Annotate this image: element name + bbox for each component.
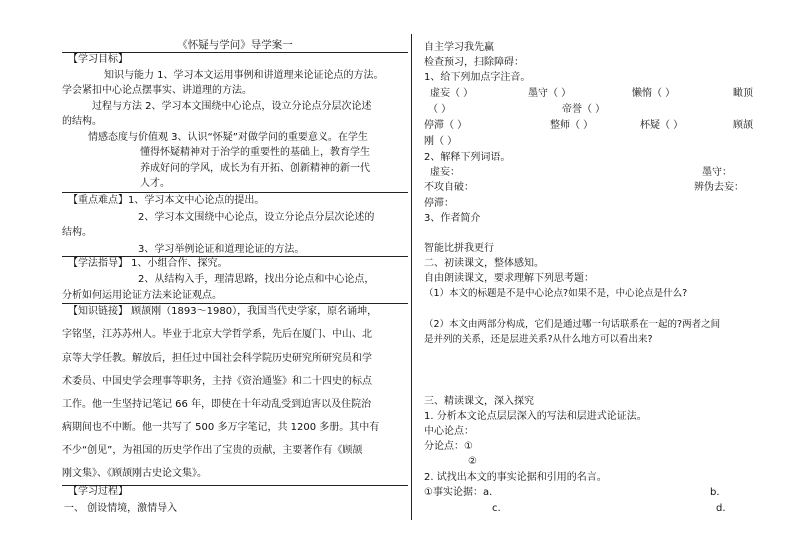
background-line-8: 刚文集》、《顾颉刚古史论文集》。 bbox=[62, 468, 207, 479]
sub-thesis-label: 分论点：① bbox=[424, 441, 473, 452]
process-header: 【学习过程】 bbox=[68, 486, 128, 497]
word-item: 懒惰（ ） bbox=[632, 88, 676, 99]
term-label: 辨伪去妄： bbox=[694, 182, 744, 193]
background-line-7: 不少“创见”，为祖国的历史学作出了宝贵的贡献，主要著作有《顾颉 bbox=[62, 445, 363, 456]
word-item: 帝誉（ ） bbox=[562, 104, 606, 115]
word-item: 杯疑（ ） bbox=[640, 120, 684, 131]
key-points-line-4: 3、学习举例论证和道理论证的方法。 bbox=[138, 244, 305, 255]
analysis-task: 1. 分析本文论点层层深入的写法和层进式论证法。 bbox=[424, 411, 647, 422]
key-points-line-3: 结构。 bbox=[62, 227, 92, 238]
evidence-task: 2. 试找出本文的事实论据和引用的名言。 bbox=[424, 472, 607, 483]
word-item: 墨守（ ） bbox=[528, 88, 572, 99]
question-1: （1）本文的标题是不是中心论点?如果不是，中心论点是什么? bbox=[424, 288, 688, 299]
background-line-4: 术委员、中国史学会理事等职务，主持《资治通鉴》和二十四史的标点 bbox=[62, 376, 372, 387]
background-line-1: 【知识链接】 顾颉刚（1893～1980），我国当代史学家，原名诵坤， bbox=[68, 306, 378, 317]
sub-thesis-2: ② bbox=[468, 456, 477, 467]
goal-1-line-1: 知识与能力 1、学习本文运用事例和讲道理来论证论点的方法。 bbox=[104, 70, 384, 81]
goal-3-line-3: 养成好问的学风，成长为有开拓、创新精神的新一代 bbox=[140, 163, 370, 174]
background-line-5: 工作。他一生坚持记笔记 66 年，即使在十年动乱受到迫害以及住院治 bbox=[62, 399, 372, 410]
goal-1-line-2: 学会紧扣中心论点摆事实、讲道理的方法。 bbox=[62, 85, 252, 96]
term-label: 墨守： bbox=[702, 167, 732, 178]
background-line-2: 字铭坚，江苏苏州人。毕业于北京大学哲学系，先后在厦门、中山、北 bbox=[62, 329, 372, 340]
question-2-line-2: 是并列的关系，还是层进关系?从什么地方可以看出来? bbox=[424, 334, 653, 345]
goal-2-line-1: 过程与方法 2、学习本文围绕中心论点，设立分论点分层次论述 bbox=[92, 101, 372, 112]
reading-section: 二、初读课文，整体感知。 bbox=[424, 258, 544, 269]
goal-3-line-4: 人才。 bbox=[140, 178, 170, 189]
method-line-2: 2、从结构入手，理清思路，找出分论点和中心论点， bbox=[138, 274, 375, 285]
reading-instructions: 自由朗读课文，要求理解下列思考题： bbox=[424, 273, 594, 284]
self-study-heading: 自主学习我先赢 bbox=[424, 42, 494, 53]
question-2-line-1: （2）本文由两部分构成，它们是通过哪一句话联系在一起的?两者之间 bbox=[424, 319, 721, 330]
word-item: 瞰顶 bbox=[733, 88, 753, 99]
word-item: 整师（ ） bbox=[550, 120, 594, 131]
close-reading-section: 三、精读课文，深入探究 bbox=[424, 396, 534, 407]
process-step-1: 一、 创设情境，激情导入 bbox=[64, 503, 178, 514]
goal-3-line-2: 懂得怀疑精神对于治学的重要性的基础上，教育学生 bbox=[140, 147, 370, 158]
evidence-d: d. bbox=[716, 503, 726, 514]
word-item-blank: （ ） bbox=[428, 104, 452, 115]
method-line-1: 【学法指导】 1、小组合作、探究。 bbox=[68, 258, 228, 269]
word-item: 停滞（ ） bbox=[424, 120, 468, 131]
key-points-line-2: 2、学习本文围绕中心论点，设立分论点分层次论述的 bbox=[138, 212, 375, 223]
preview-check: 检查预习，扫除障碍： bbox=[424, 57, 524, 68]
evidence-c: c. bbox=[492, 503, 501, 514]
key-points-line-1: 【重点难点】1、学习本文中心论点的提出。 bbox=[68, 195, 265, 206]
column-divider bbox=[411, 34, 412, 520]
fact-evidence-label: ①事实论据：a. bbox=[424, 487, 493, 498]
author-task: 3、作者简介 bbox=[424, 213, 481, 224]
background-line-6: 病期间也不中断。他一共写了 500 多万字笔记，共 1200 多册。其中有 bbox=[62, 422, 380, 433]
word-item: 刚（ ） bbox=[424, 136, 458, 147]
central-thesis-label: 中心论点： bbox=[424, 426, 474, 437]
method-line-3: 分析如何运用论证方法来论证观点。 bbox=[62, 290, 222, 301]
term-label: 虚妄： bbox=[430, 167, 460, 178]
term-label: 停滞： bbox=[424, 198, 454, 209]
definition-task: 2、解释下列词语。 bbox=[424, 152, 511, 163]
word-item: 顾颉 bbox=[733, 120, 753, 131]
goal-3-line-1: 情感态度与价值观 3、认识“怀疑”对做学问的重要意义。在学生 bbox=[88, 132, 368, 143]
page-title: 《怀疑与学问》导学案一 bbox=[177, 39, 293, 51]
goals-header: 【学习目标】 bbox=[68, 54, 128, 65]
challenge-heading: 智能比拼我更行 bbox=[424, 243, 494, 254]
goal-2-line-2: 的结构。 bbox=[62, 116, 102, 127]
term-label: 不攻自破： bbox=[424, 182, 474, 193]
background-line-3: 京等大学任教。解放后，担任过中国社会科学院历史研究所研究员和学 bbox=[62, 353, 372, 364]
word-item: 虚妄（ ） bbox=[430, 88, 474, 99]
pinyin-task: 1、给下列加点字注音。 bbox=[424, 72, 531, 83]
evidence-b: b. bbox=[710, 487, 720, 498]
